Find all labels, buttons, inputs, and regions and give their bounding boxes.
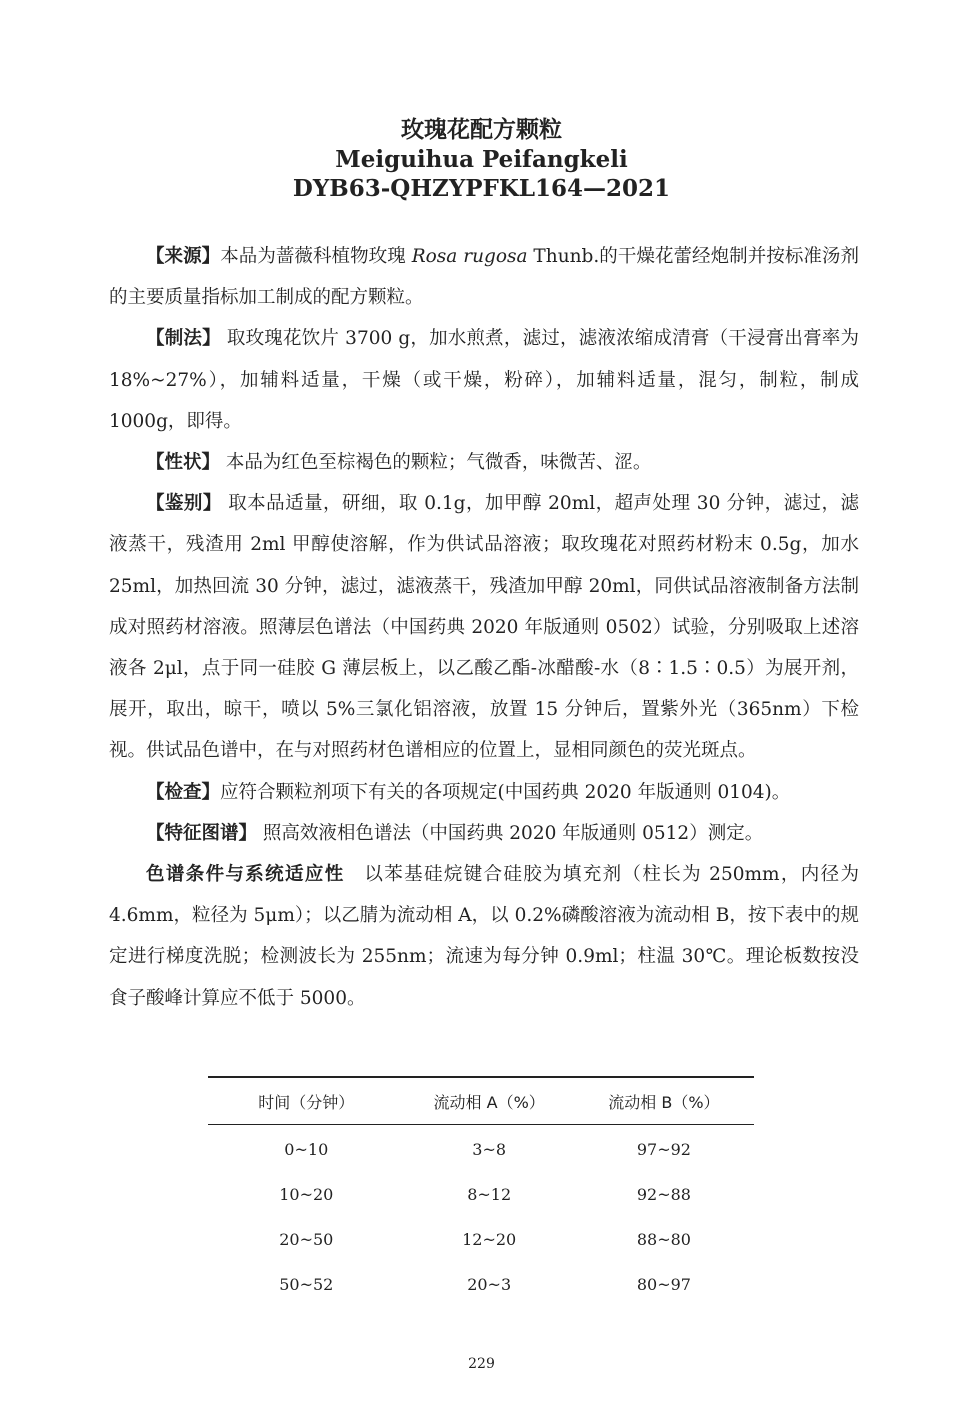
chromatography-text: 以苯基硅烷键合硅胶为填充剂（柱长为 250mm，内径为 4.6mm，粒径为 5μm）；以乙腈为流动相 A，以 0.2%磷酸溶液为流动相 B，按下表中的规定进行梯度洗脱；检测波长为 255nm；流速为每分钟 0.9ml；柱温 30℃。理论板数按没食子酸峰计算应不低于 5000。 <box>109 864 859 1009</box>
table-header-row <box>208 1077 754 1125</box>
section-source <box>109 236 859 318</box>
identification-text: 取本品适量，研细，取 0.1g，加甲醇 20ml，超声处理 30 分钟，滤过，滤液蒸干，残渣用 2ml 甲醇使溶解，作为供试品溶液；取玫瑰花对照药材粉末 0.5g，加水 25ml，加热回流 30 分钟，滤过，滤液蒸干，残渣加甲醇 20ml，同供试品溶液制备方法制成对照药材溶液。照薄层色谱法（中国药典 2020 年版通则 0502）试验，分别吸取上述溶液各 2μl，点于同一硅胶 G 薄层板上，以乙酸乙酯-冰醋酸-水（8∶1.5∶0.5）为展开剂，展开，取出，晾干，喷以 5%三氯化铝溶液，放置 15 分钟后，置紫外光（365nm）下检视。供试品色谱中，在与对照药材色谱相应的位置上，显相同颜色的荧光斑点。 <box>109 493 859 762</box>
title-chinese: 玫瑰花配方颗粒 <box>401 117 562 143</box>
heading-appearance: 【性状】 <box>146 452 221 474</box>
section-chromatography <box>109 854 859 1019</box>
cell-phase-a: 20~3 <box>467 1275 512 1294</box>
heading-inspection: 【检查】 <box>146 781 221 803</box>
method-text: 取玫瑰花饮片 3700 g，加水煎煮，滤过，滤液浓缩成清膏（干浸膏出膏率为 18%~27%），加辅料适量，干燥（或干燥，粉碎），加辅料适量，混匀，制粒，制成 1000g，即得。 <box>109 328 859 432</box>
standard-code: DYB63-QHZYPFKL164—2021 <box>292 175 671 202</box>
header-phase-b: 流动相 B（%） <box>574 1077 754 1125</box>
cell-time: 20~50 <box>279 1230 334 1249</box>
section-identification <box>109 483 859 771</box>
gradient-table <box>208 1076 754 1307</box>
table-row <box>208 1125 754 1173</box>
section-fingerprint <box>109 813 859 854</box>
header-time: 时间（分钟） <box>208 1077 405 1125</box>
section-inspection <box>109 772 859 813</box>
source-text-a: 本品为蔷薇科植物玫瑰 <box>220 246 412 267</box>
cell-phase-b: 92~88 <box>636 1185 691 1204</box>
cell-time: 10~20 <box>279 1185 334 1204</box>
source-text-b: Thunb.的干燥花蕾经炮制并按标准汤剂的主要质量指标加工制成的配方颗粒。 <box>109 246 859 309</box>
cell-phase-a: 8~12 <box>467 1185 512 1204</box>
heading-chromatography: 色谱条件与系统适应性 <box>146 864 345 886</box>
table-row <box>208 1262 754 1307</box>
title-pinyin: Meiguihua Peifangkeli <box>335 146 628 173</box>
title-block <box>0 116 963 203</box>
section-appearance <box>109 442 859 483</box>
table-row <box>208 1217 754 1262</box>
cell-phase-b: 80~97 <box>636 1275 691 1294</box>
document-body <box>109 236 859 1019</box>
heading-fingerprint: 【特征图谱】 <box>146 822 258 844</box>
latin-name: Rosa rugosa <box>411 246 528 267</box>
header-phase-a: 流动相 A（%） <box>405 1077 574 1125</box>
section-method <box>109 318 859 442</box>
heading-method: 【制法】 <box>146 328 221 350</box>
cell-time: 50~52 <box>279 1275 334 1294</box>
page-number: 229 <box>468 1356 495 1372</box>
appearance-text: 本品为红色至棕褐色的颗粒；气微香，味微苦、涩。 <box>220 452 652 474</box>
cell-phase-a: 12~20 <box>462 1230 517 1249</box>
cell-time: 0~10 <box>284 1140 329 1159</box>
fingerprint-text: 照高效液相色谱法（中国药典 2020 年版通则 0512）测定。 <box>257 822 764 844</box>
inspection-text: 应符合颗粒剂项下有关的各项规定(中国药典 2020 年版通则 0104)。 <box>220 781 791 803</box>
heading-identification: 【鉴别】 <box>146 493 222 515</box>
heading-source: 【来源】 <box>146 246 221 267</box>
table-row <box>208 1172 754 1217</box>
cell-phase-b: 88~80 <box>636 1230 691 1249</box>
cell-phase-b: 97~92 <box>636 1140 691 1159</box>
cell-phase-a: 3~8 <box>472 1140 507 1159</box>
